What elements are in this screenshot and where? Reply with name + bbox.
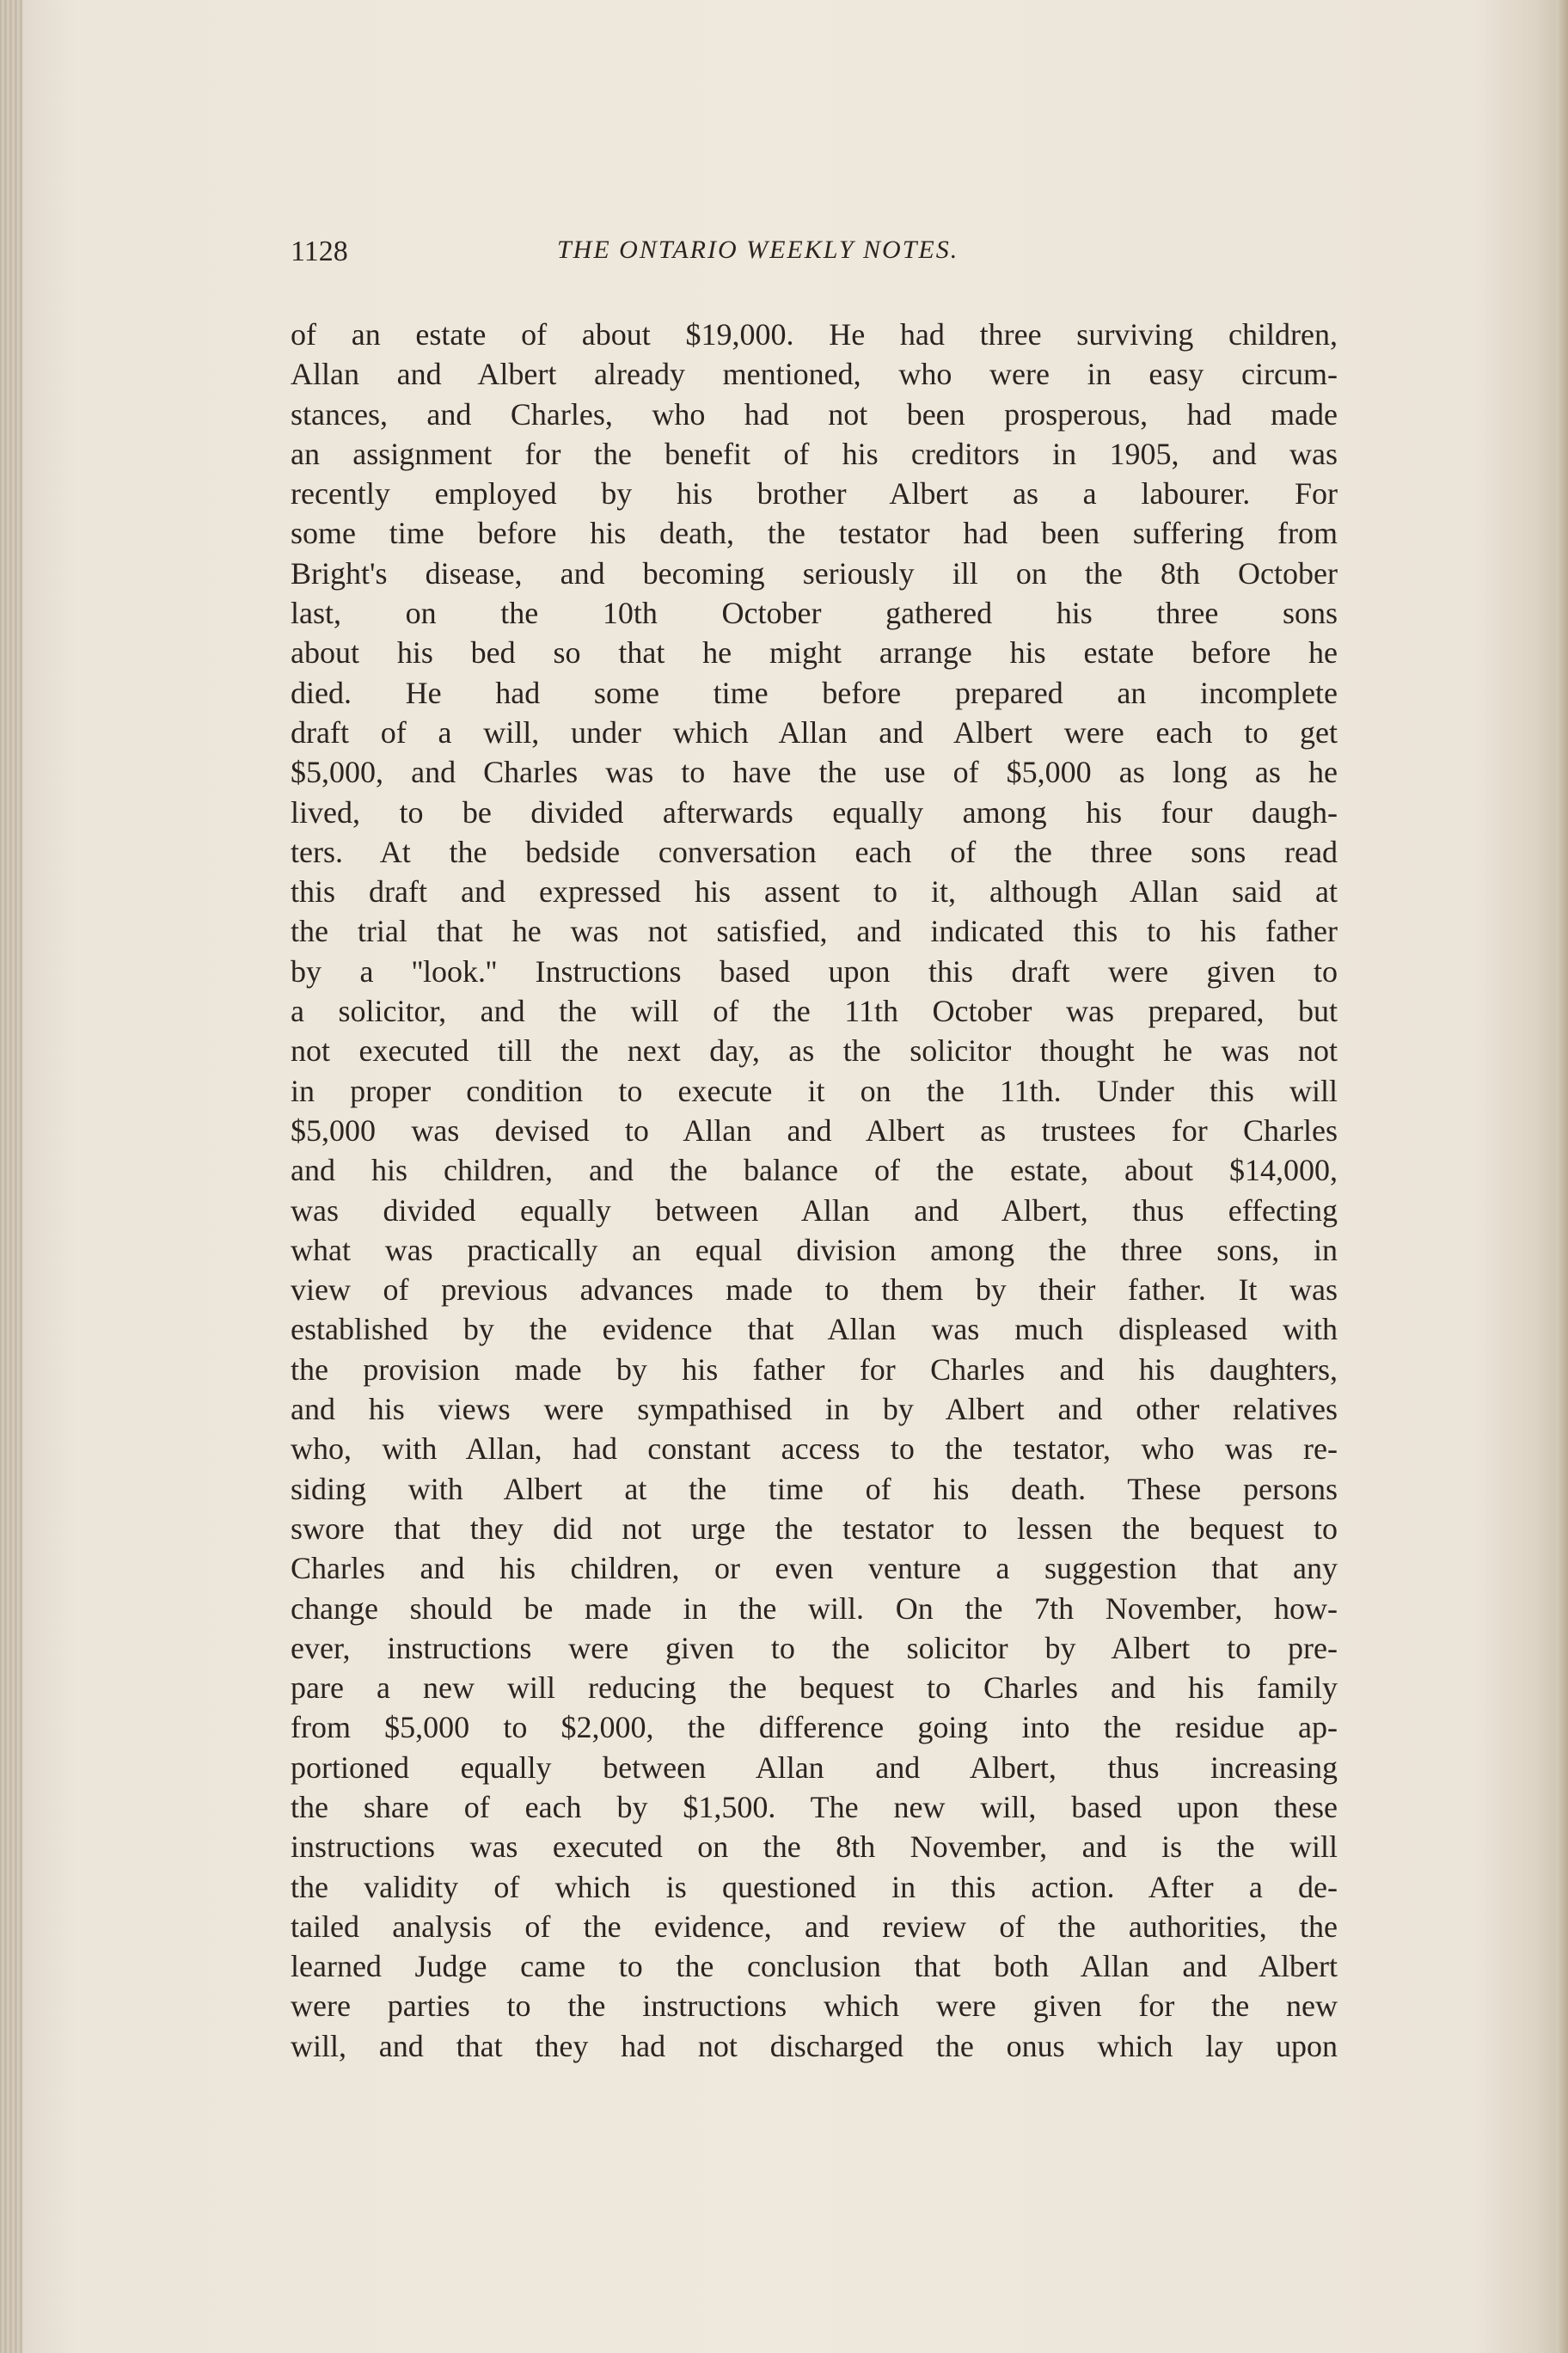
text-line: lived, to be divided afterwards equally among his four daugh- <box>291 794 1338 830</box>
page-number: 1128 <box>291 236 348 267</box>
text-line: this draft and expressed his assent to it, although Allan said at <box>291 874 1338 910</box>
page-header <box>291 236 1338 279</box>
text-line: established by the evidence that Allan was much displeased with <box>291 1312 1338 1347</box>
text-line: portioned equally between Allan and Albert, thus increasing <box>291 1749 1338 1785</box>
text-line: $5,000, and Charles was to have the use of $5,000 as long as he <box>291 755 1338 790</box>
text-line: Charles and his children, or even venture a suggestion that any <box>291 1551 1338 1586</box>
text-line: what was practically an equal division among the three sons, in <box>291 1232 1338 1267</box>
page-right-edge <box>1556 0 1568 2353</box>
text-line: by a ''look.'' Instructions based upon this draft were given to <box>291 953 1338 989</box>
text-line: from $5,000 to $2,000, the difference going into the residue ap- <box>291 1710 1338 1745</box>
text-line: recently employed by his brother Albert as a labourer. For <box>291 476 1338 512</box>
text-line: was divided equally between Allan and Albert, thus effecting <box>291 1192 1338 1228</box>
text-line: died. He had some time before prepared an incomplete <box>291 675 1338 710</box>
page-binding-edge <box>0 0 22 2353</box>
text-line: siding with Albert at the time of his death. These persons <box>291 1471 1338 1506</box>
text-line: Allan and Albert already mentioned, who were in easy circum- <box>291 357 1338 392</box>
text-line: and his views were sympathised in by Albert and other relatives <box>291 1392 1338 1427</box>
text-line: in proper condition to execute it on the 11th. Under this will <box>291 1073 1338 1108</box>
text-line: a solicitor, and the will of the 11th October was prepared, but <box>291 994 1338 1029</box>
text-line: swore that they did not urge the testator to lessen the bequest to <box>291 1510 1338 1546</box>
text-line: learned Judge came to the conclusion that both Allan and Albert <box>291 1949 1338 1984</box>
text-line: view of previous advances made to them by their father. It was <box>291 1272 1338 1308</box>
text-line: who, with Allan, had constant access to the testator, who was re- <box>291 1431 1338 1467</box>
running-head: THE ONTARIO WEEKLY NOTES. <box>557 236 959 264</box>
text-line: instructions was executed on the 8th November, and is the will <box>291 1829 1338 1865</box>
text-line: not executed till the next day, as the solicitor thought he was not <box>291 1033 1338 1069</box>
text-line: ever, instructions were given to the solicitor by Albert to pre- <box>291 1630 1338 1665</box>
text-line: pare a new will reducing the bequest to Charles and his family <box>291 1670 1338 1706</box>
text-line: an assignment for the benefit of his creditors in 1905, and was <box>291 436 1338 471</box>
text-line: $5,000 was devised to Allan and Albert as trustees for Charles <box>291 1112 1338 1148</box>
text-line: some time before his death, the testator had been suffering from <box>291 516 1338 551</box>
text-line: and his children, and the balance of the estate, about $14,000, <box>291 1153 1338 1188</box>
text-line: ters. At the bedside conversation each of the three sons read <box>291 834 1338 869</box>
text-line: of an estate of about $19,000. He had three surviving children, <box>291 317 1338 352</box>
text-line: stances, and Charles, who had not been prosperous, had made <box>291 396 1338 432</box>
text-line: change should be made in the will. On the 7th November, how- <box>291 1590 1338 1626</box>
text-line: were parties to the instructions which were given for the new <box>291 1988 1338 2024</box>
text-line: last, on the 10th October gathered his three sons <box>291 596 1338 631</box>
text-line: Bright's disease, and becoming seriously ill on the 8th October <box>291 555 1338 591</box>
text-line: draft of a will, under which Allan and Albert were each to get <box>291 714 1338 750</box>
text-line: will, and that they had not discharged the onus which lay upon <box>291 2028 1338 2063</box>
text-line: the trial that he was not satisfied, and indicated this to his father <box>291 914 1338 949</box>
text-line: tailed analysis of the evidence, and review of the authorities, the <box>291 1909 1338 1944</box>
text-line: the validity of which is questioned in this action. After a de- <box>291 1869 1338 1904</box>
text-line: the provision made by his father for Charles and his daughters, <box>291 1351 1338 1387</box>
text-line: the share of each by $1,500. The new will, based upon these <box>291 1789 1338 1824</box>
body-text <box>291 315 1338 2066</box>
text-line: about his bed so that he might arrange his estate before he <box>291 635 1338 671</box>
